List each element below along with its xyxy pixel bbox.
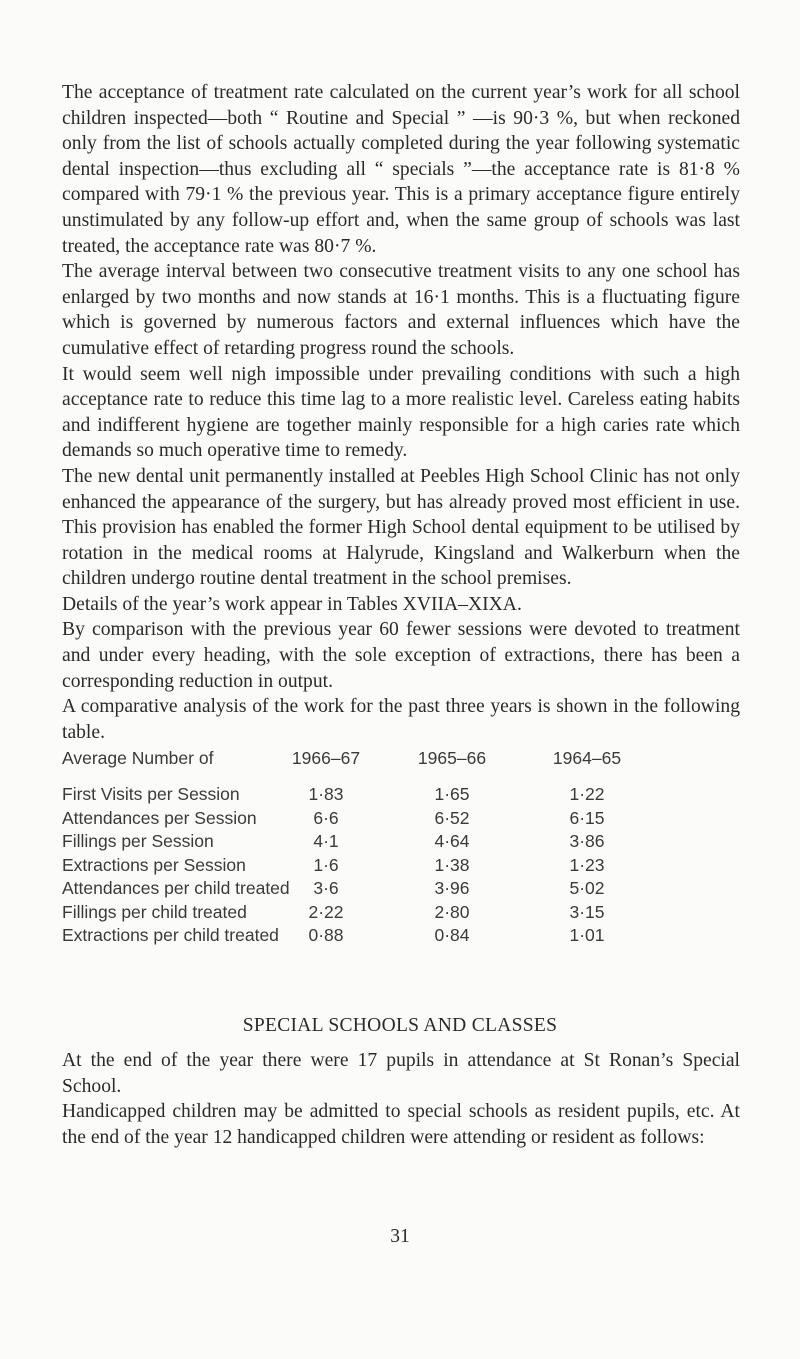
table-cell: 3·15 — [569, 901, 605, 922]
table-row — [62, 878, 742, 902]
table-cell: 1·23 — [569, 854, 605, 875]
paragraph-treatment-interval: The average interval between two consecutive treatment visits to any one school has enlarged by two months and now stands at 16·1 months. This is a fluctuating figure which is governed by numerous factors and external influences which have the cumulative effect of retarding progress round the schools. — [62, 261, 740, 359]
table-cell: 4·64 — [434, 831, 470, 851]
table-cell: 6·52 — [434, 807, 470, 828]
paragraph-dental-unit: The new dental unit permanently installed at Peebles High School Clinic has not only enhanced the appearance of the surgery, but has already proved most efficient in use. This provision has enabled the former High School dental equipment to be utilised by rotation in the medical rooms at Halyrude, Kingsland and Walkerburn when the children undergo routine dental treatment in the school premises. — [62, 465, 740, 590]
paragraph-time-lag: It would seem well nigh impossible under prevailing conditions with such a high acceptance rate to reduce this time lag to a more realistic level. Careless eating habits and indifferent hygiene are together mainly responsible for a high caries rate which demands so much operative time to remedy. — [62, 363, 740, 462]
table-row-label: Extractions per Session — [62, 854, 246, 875]
table-cell: 3·6 — [313, 878, 339, 898]
table-row-label: Fillings per Session — [62, 831, 214, 851]
paragraph-acceptance-rate: The acceptance of treatment rate calculated on the current year’s work for all school children inspected—both “ Routine and Special ” —is 90·3 %, but when reckoned only from the list of schools actually completed during the year following systematic dental inspection—thus excluding all “ specials ”—the acceptance rate is 81·8 % compared with 79·1 % the previous year. This is a primary acceptance figure entirely unstimulated by any follow-up effort and, when the same group of schools was last treated, the acceptance rate was 80·7 %. — [62, 82, 740, 257]
paragraph-comparison: By comparison with the previous year 60 fewer sessions were devoted to treatment and under every heading, with the sole exception of extractions, there has been a corresponding reduction in output. — [62, 619, 740, 692]
table-cell: 0·84 — [434, 925, 470, 945]
table-cell: 1·38 — [434, 854, 470, 875]
table-row — [62, 831, 742, 855]
table-cell: 1·65 — [434, 784, 470, 804]
paragraph-details: Details of the year’s work appear in Tables XVIIA–XIXA. — [62, 593, 522, 615]
table-header-row — [62, 748, 742, 784]
table-row — [62, 902, 742, 926]
table-row-label: Attendances per Session — [62, 807, 257, 828]
table-cell: 2·80 — [434, 901, 470, 922]
paragraph-analysis-intro: A comparative analysis of the work for the past three years is shown in the following table. — [62, 696, 740, 743]
table-row — [62, 784, 742, 808]
table-row — [62, 925, 742, 949]
table-header-year: 1965–66 — [417, 748, 487, 768]
body-text — [62, 80, 740, 745]
table-cell: 1·6 — [313, 854, 339, 875]
table-cell: 4·1 — [313, 831, 339, 851]
page-number: 31 — [390, 1226, 410, 1247]
table-header-label: Average Number of — [62, 748, 214, 768]
table-cell: 3·86 — [569, 831, 605, 851]
table-cell: 6·15 — [569, 807, 605, 828]
table-row-label: First Visits per Session — [62, 784, 240, 804]
section-heading: SPECIAL SCHOOLS AND CLASSES — [242, 1015, 558, 1036]
table-row — [62, 855, 742, 879]
table-cell: 1·22 — [569, 784, 605, 804]
paragraph-handicapped-children: Handicapped children may be admitted to special schools as resident pupils, etc. At the end of the year 12 handicapped children were attending or resident as follows: — [62, 1101, 740, 1148]
table-cell: 3·96 — [434, 878, 470, 898]
comparative-analysis-table — [62, 748, 742, 949]
table-cell: 0·88 — [308, 925, 344, 945]
table-row — [62, 808, 742, 832]
table-row-label: Fillings per child treated — [62, 901, 247, 922]
table-cell: 6·6 — [313, 807, 339, 828]
table-header-year: 1966–67 — [291, 748, 361, 768]
table-row-label: Attendances per child treated — [62, 878, 290, 898]
paragraph-special-school-pupils: At the end of the year there were 17 pupils in attendance at St Ronan’s Special School. — [62, 1050, 740, 1097]
table-cell: 5·02 — [569, 878, 605, 898]
table-cell: 2·22 — [308, 901, 344, 922]
table-row-label: Extractions per child treated — [62, 925, 279, 945]
table-cell: 1·83 — [308, 784, 344, 804]
table-cell: 1·01 — [569, 925, 605, 945]
table-header-year: 1964–65 — [552, 748, 622, 768]
section-body-text — [62, 1048, 740, 1150]
